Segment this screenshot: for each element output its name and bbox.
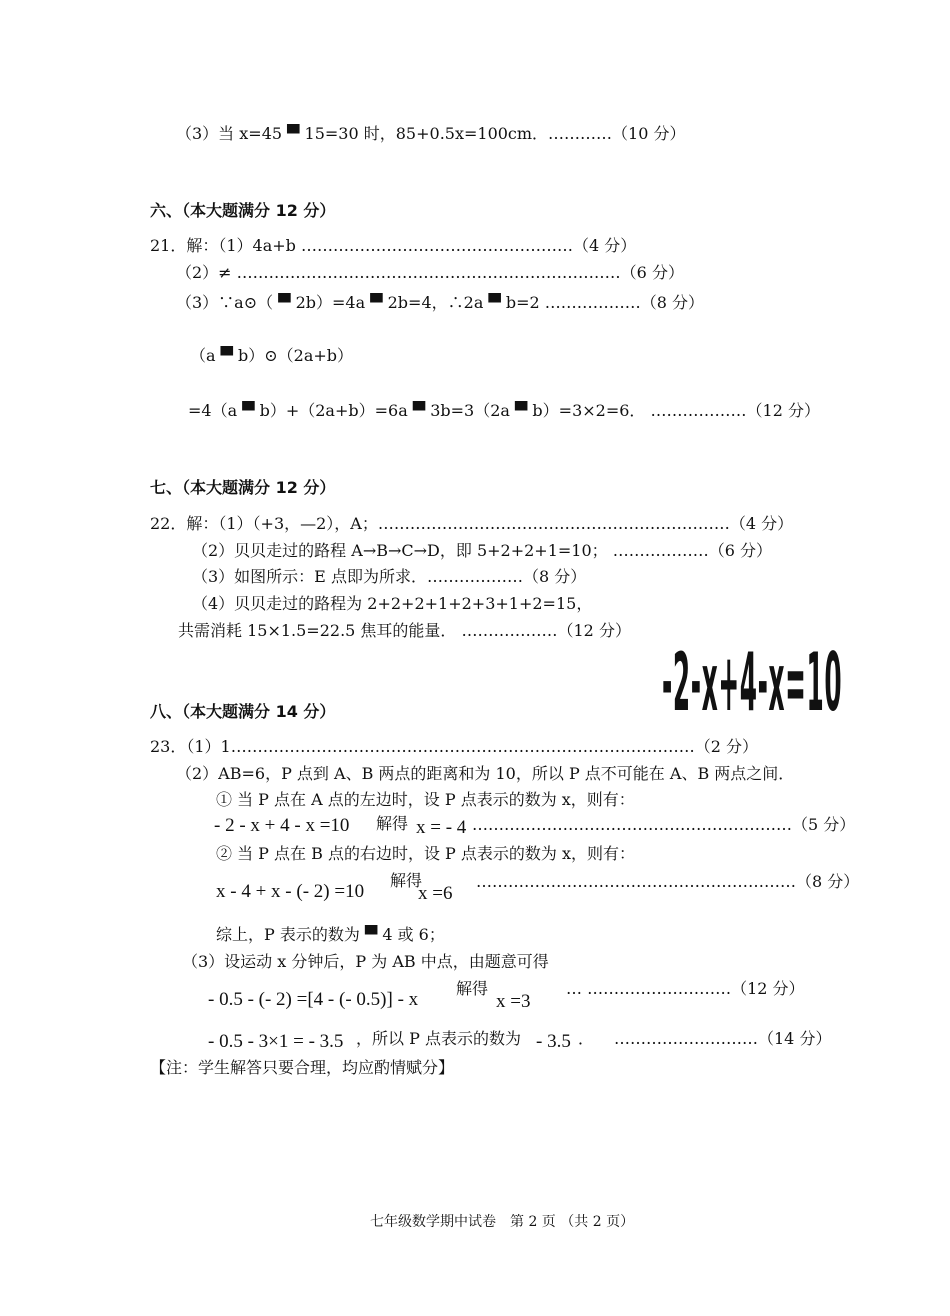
section-heading-8: 八、（本大题满分 14 分）: [150, 702, 336, 721]
section-heading-6: 六、（本大题满分 12 分）: [150, 201, 336, 220]
q23-part3-period: ．: [578, 1029, 595, 1048]
large-equation-artifact: -2-x+4-x=10: [662, 638, 843, 730]
q23-part3-solution: x =3: [496, 991, 531, 1012]
section-heading-7: 七、（本大题满分 12 分）: [150, 478, 336, 497]
q22-part4-result: 共需消耗 15×1.5=22.5 焦耳的能量． ………………（12 分）: [178, 621, 631, 640]
q22-part1: 22．解：（1）（+3，—2），A；…………………………………………………………（4 分）: [150, 514, 794, 533]
q23-case1-text: ① 当 P 点在 A 点的左边时，设 P 点表示的数为 x，则有：: [216, 790, 635, 809]
q23-part3-final-value: - 3.5: [536, 1031, 571, 1052]
q23-case2-solve-label: 解得: [390, 871, 423, 890]
q21-part2: （2）≠ ………………………………………………………………（6 分）: [176, 263, 684, 282]
q23-part2-intro: （2）AB=6，P 点到 A、B 两点的距离和为 10，所以 P 点不可能在 A、B 两点之间．: [176, 764, 795, 783]
answer-line-5-3: （3）当 x=45 ▀ 15=30 时，85+0.5x=100cm．…………（10 分）: [176, 124, 686, 143]
q22-part4: （4）贝贝走过的路程为 2+2+2+1+2+3+1+2=15，: [192, 594, 593, 613]
q23-part3-score: … ………………………（12 分）: [566, 979, 805, 998]
q23-conclusion: 综上，P 表示的数为 ▀ 4 或 6；: [216, 925, 445, 944]
q23-part3-equation: - 0.5 - (- 2) =[4 - (- 0.5)] - x: [208, 989, 419, 1010]
q23-part3-intro: （3）设运动 x 分钟后，P 为 AB 中点，由题意可得: [182, 952, 549, 971]
q23-case2-score: ……………………………………………………（8 分）: [476, 872, 860, 891]
q23-case1-score: ……………………………………………………（5 分）: [472, 815, 856, 834]
q21-expression: （a ▀ b）⊙（2a+b）: [190, 346, 354, 365]
q22-part2: （2）贝贝走过的路程 A→B→C→D，即 5+2+2+1=10； ………………（6 分）: [192, 541, 773, 560]
grading-note: 【注：学生解答只要合理，均应酌情赋分】: [150, 1058, 455, 1077]
q21-result: =4（a ▀ b）+（2a+b）=6a ▀ 3b=3（2a ▀ b）=3×2=6． ………………（12 分）: [188, 401, 820, 420]
q23-part1: 23．（1）1……………………………………………………………………………（2 分）: [150, 737, 758, 756]
q22-part3: （3）如图所示：E 点即为所求．………………（8 分）: [192, 567, 587, 586]
q23-case2-solution: x =6: [418, 883, 453, 904]
q23-part3-solve-label: 解得: [456, 979, 489, 998]
q23-part3-calculation: - 0.5 - 3×1 = - 3.5: [208, 1031, 344, 1052]
q23-part3-conclusion-text: ，所以 P 点表示的数为: [356, 1029, 521, 1048]
q21-part3: （3）∵a⊙（ ▀ 2b）=4a ▀ 2b=4，∴2a ▀ b=2 ………………（8 分）: [176, 293, 705, 312]
q23-case1-solution: x = - 4: [416, 817, 467, 838]
q23-case2-equation: x - 4 + x - (- 2) =10: [216, 881, 365, 902]
page-footer: 七年级数学期中试卷 第 2 页 （共 2 页）: [370, 1214, 635, 1230]
q23-case1-equation: - 2 - x + 4 - x =10: [214, 815, 350, 836]
q21-part1: 21．解：（1）4a+b ……………………………………………（4 分）: [150, 236, 637, 255]
q23-case1-solve-label: 解得: [376, 814, 409, 833]
q23-case2-text: ② 当 P 点在 B 点的右边时，设 P 点表示的数为 x，则有：: [216, 844, 636, 863]
q23-part3-final-score: ………………………（14 分）: [614, 1029, 832, 1048]
